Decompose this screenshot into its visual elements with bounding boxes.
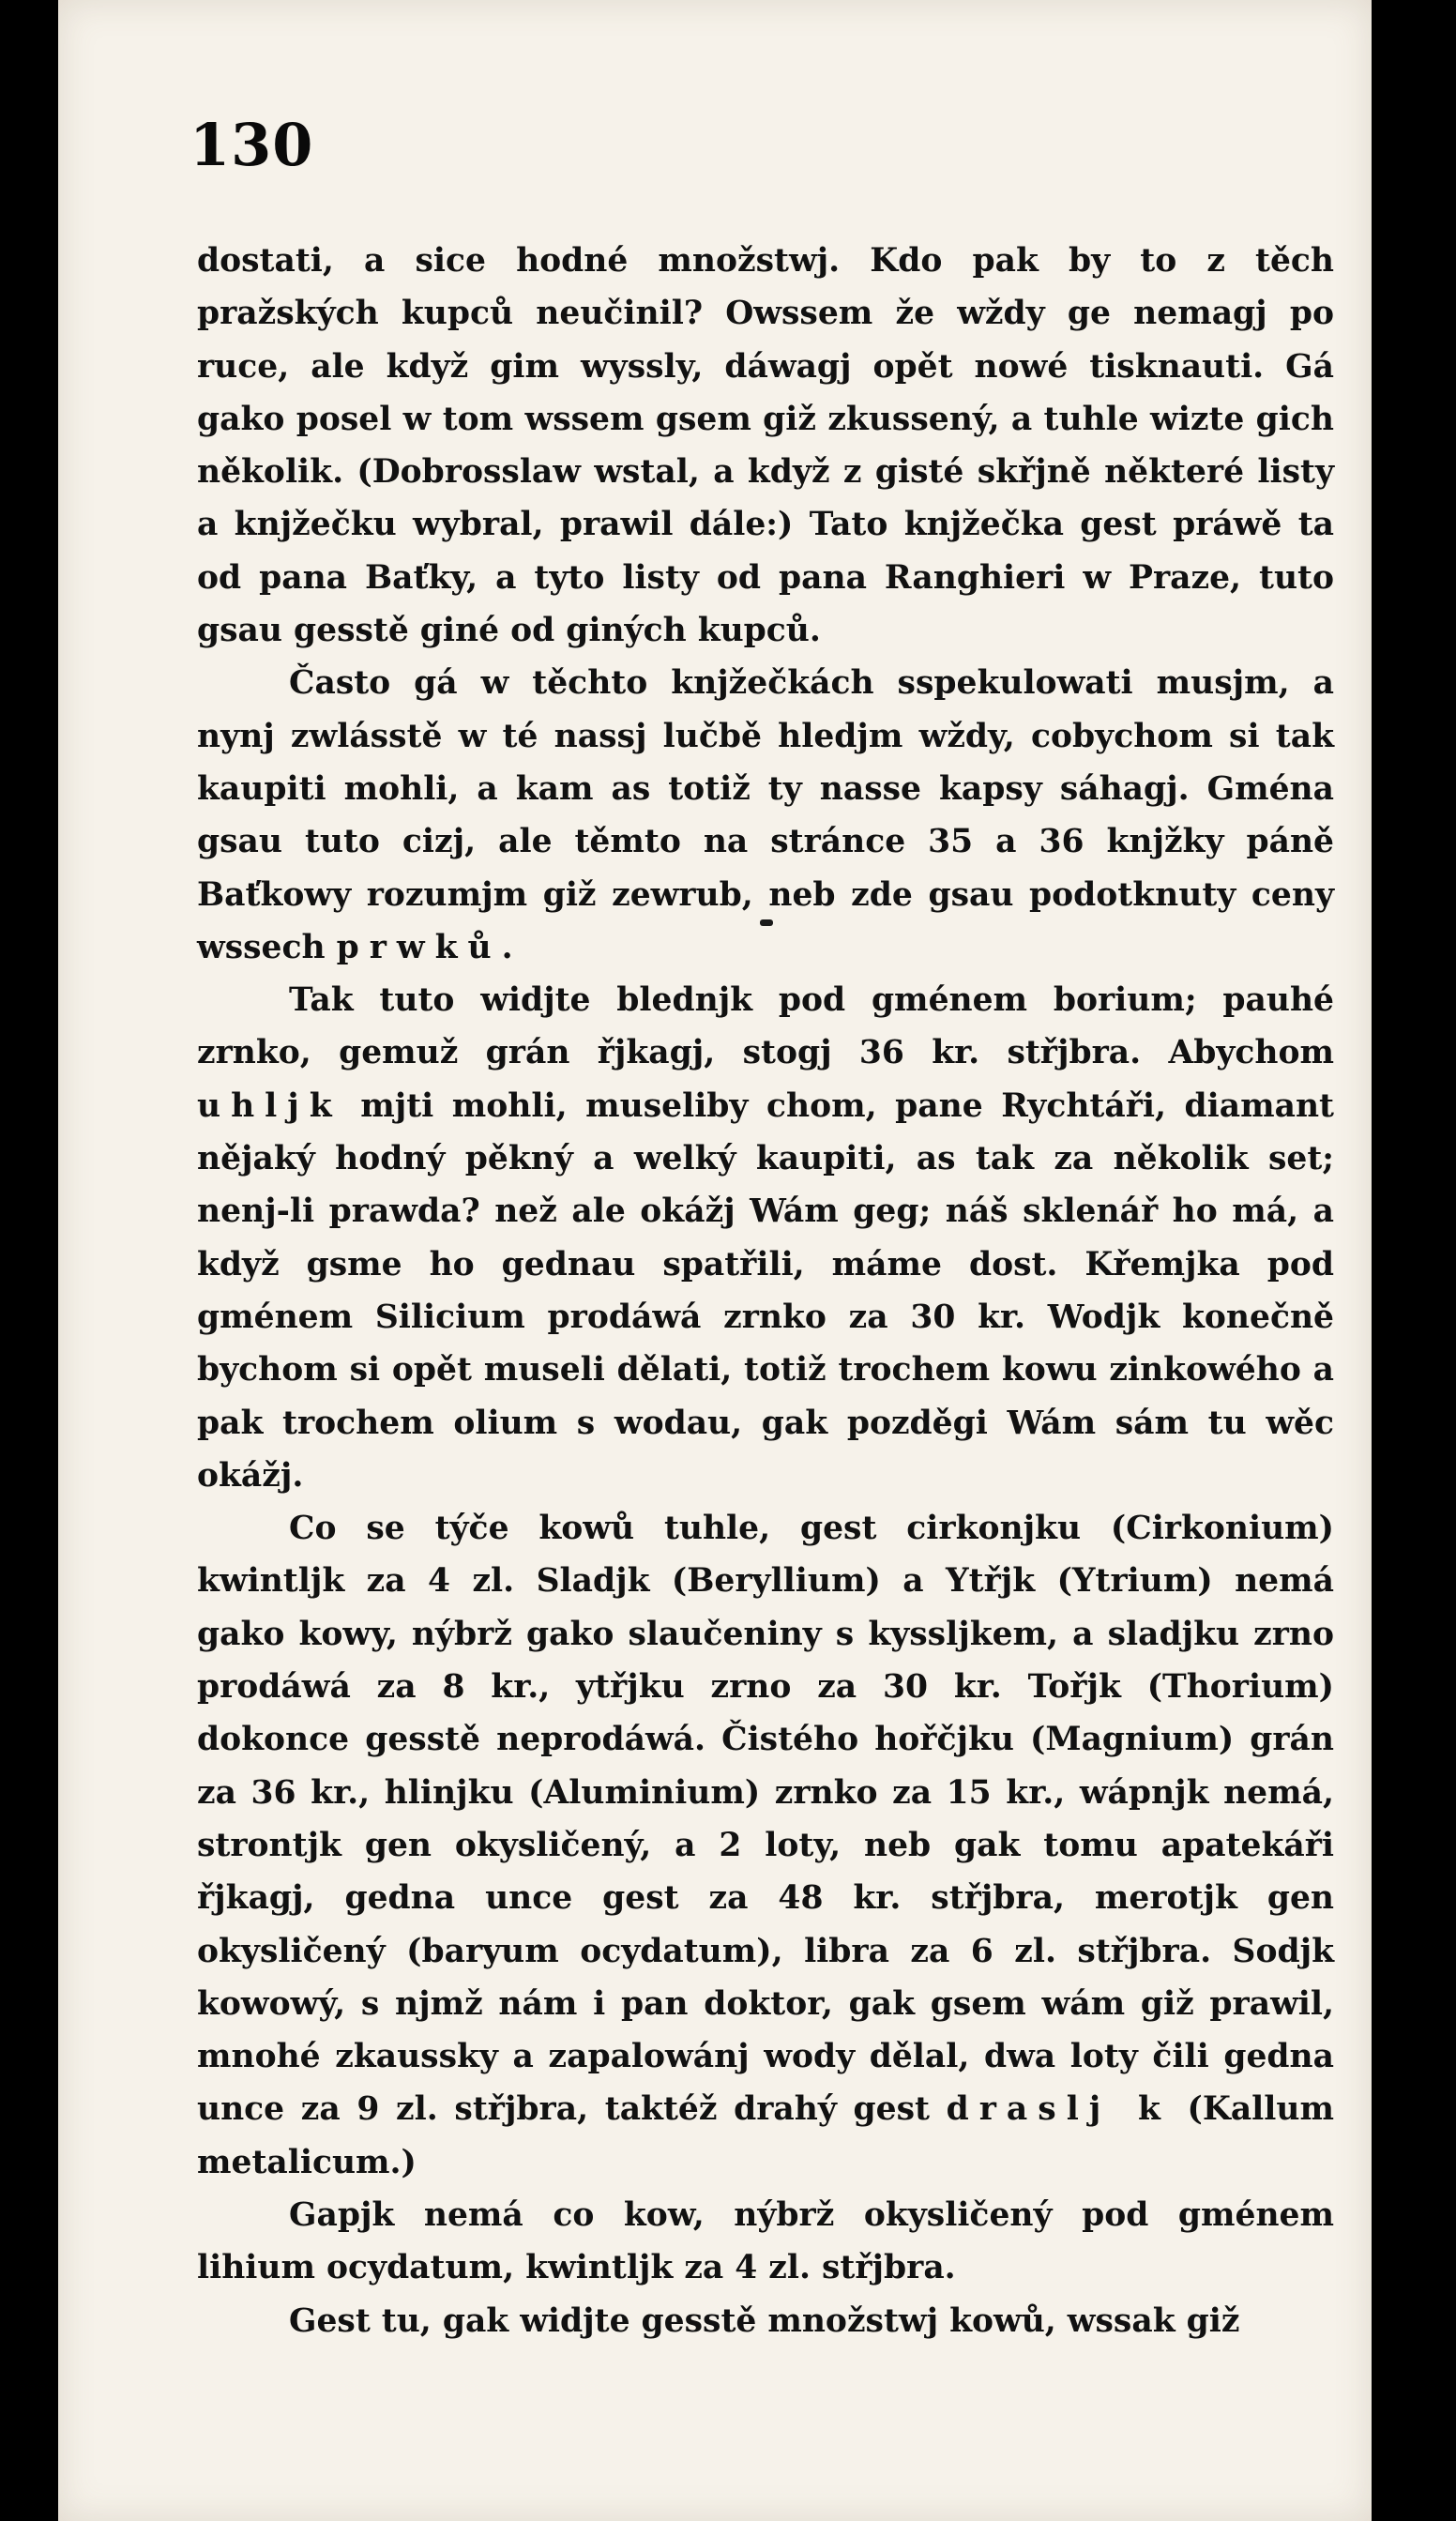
paragraph-3 [197,974,1334,1502]
paragraph-4-emphasis: draslj k [946,2090,1171,2129]
paragraph-3-emphasis: uhljk [197,1086,342,1125]
paragraph-5-text: Gapjk nemá co kow, nýbrž okysličený pod gménem lihium ocydatum, kwintljk za 4 zl. střjbra. [197,2195,1334,2287]
paragraph-3-text: Tak tuto widjte blednjk pod gménem borium; pauhé zrnko, gemuž grán řjkagj, stogj 36 kr. střjbra. Abychom [197,981,1334,1072]
paragraph-2-emphasis: prwků [336,928,502,966]
paragraph-5 [197,2189,1334,2295]
book-page [58,0,1372,2521]
paragraph-6 [197,2295,1334,2347]
paragraph-6-text: Gest tu, gak widjte gesstě množstwj kowů, wssak giž [289,2301,1240,2340]
paragraph-3-end: mjti mohli, museliby chom, pane Rychtáři, diamant nějaký hodný pěkný a welký kaupiti, as tak za několik set; nenj-li prawda? než ale okážj Wám geg; náš sklenář ho má, a když gsme ho gednau spatřili, máme dost. Křemjka pod gménem Silicium prodáwá zrnko za 30 kr. Wodjk konečně bychom si opět museli dělati, totiž trochem kowu zinkowého a pak trochem olium s wodau, gak pozděgi Wám sám tu wěc okážj. [197,1086,1334,1495]
paragraph-2-end: . [501,928,513,966]
paragraph-4-text: Co se týče kowů tuhle, gest cirkonjku (Cirkonium) kwintljk za 4 zl. Sladjk (Beryllium) a Ytřjk (Ytrium) nemá gako kowy, nýbrž gako slaučeniny s kyssljkem, a sladjku zrno prodáwá za 8 kr., ytřjku zrno za 30 kr. Tořjk (Thorium) dokonce gesstě neprodáwá. Čistého hořčjku (Magnium) grán za 36 kr., hlinjku (Aluminium) zrnko za 15 kr., wápnjk nemá, strontjk gen okysličený, a 2 loty, neb gak tomu apatekáři řjkagj, gedna unce gest za 48 kr. střjbra, merotjk gen okysličený (baryum ocydatum), libra za 6 zl. střjbra. Sodjk kowowý, s njmž nám i pan doktor, gak gsem wám giž prawil, mnohé zkaussky a zapalowánj wody dělal, dwa loty čili gedna unce za 9 zl. střjbra, taktéž drahý gest [197,1510,1334,2129]
paragraph-2 [197,657,1334,974]
paragraph-1 [197,235,1334,657]
paragraph-4-end: (Kallum metalicum.) [197,2090,1334,2181]
body-text [197,235,1334,2347]
paragraph-1-text: dostati, a sice hodné množstwj. Kdo pak by to z těch pražských kupců neučinil? Owssem že wždy ge nemagj po ruce, ale když gim wyssly, dáwagj opět nowé tisknauti. Gá gako posel w tom wssem gsem giž zkussený, a tuhle wizte gich několik. (Dobrosslaw wstal, a když z gisté skřjně některé listy a knjžečku wybral, prawil dále:) Tato knjžečka gest práwě ta od pana Baťky, a tyto listy od pana Ranghieri w Praze, tuto gsau gesstě giné od giných kupců. [197,242,1334,650]
paragraph-4 [197,1502,1334,2189]
page-number: 130 [190,111,314,179]
paragraph-2-text: Často gá w těchto knjžečkách sspekulowati musjm, a nynj zwlásstě w té nassj lučbě hledjm wždy, cobychom si tak kaupiti mohli, a kam as totiž ty nasse kapsy sáhagj. Gména gsau tuto cizj, ale těmto na stránce 35 a 36 knjžky páně Baťkowy rozumjm giž zewrub, neb zde gsau podotknuty ceny wssech [197,664,1334,966]
